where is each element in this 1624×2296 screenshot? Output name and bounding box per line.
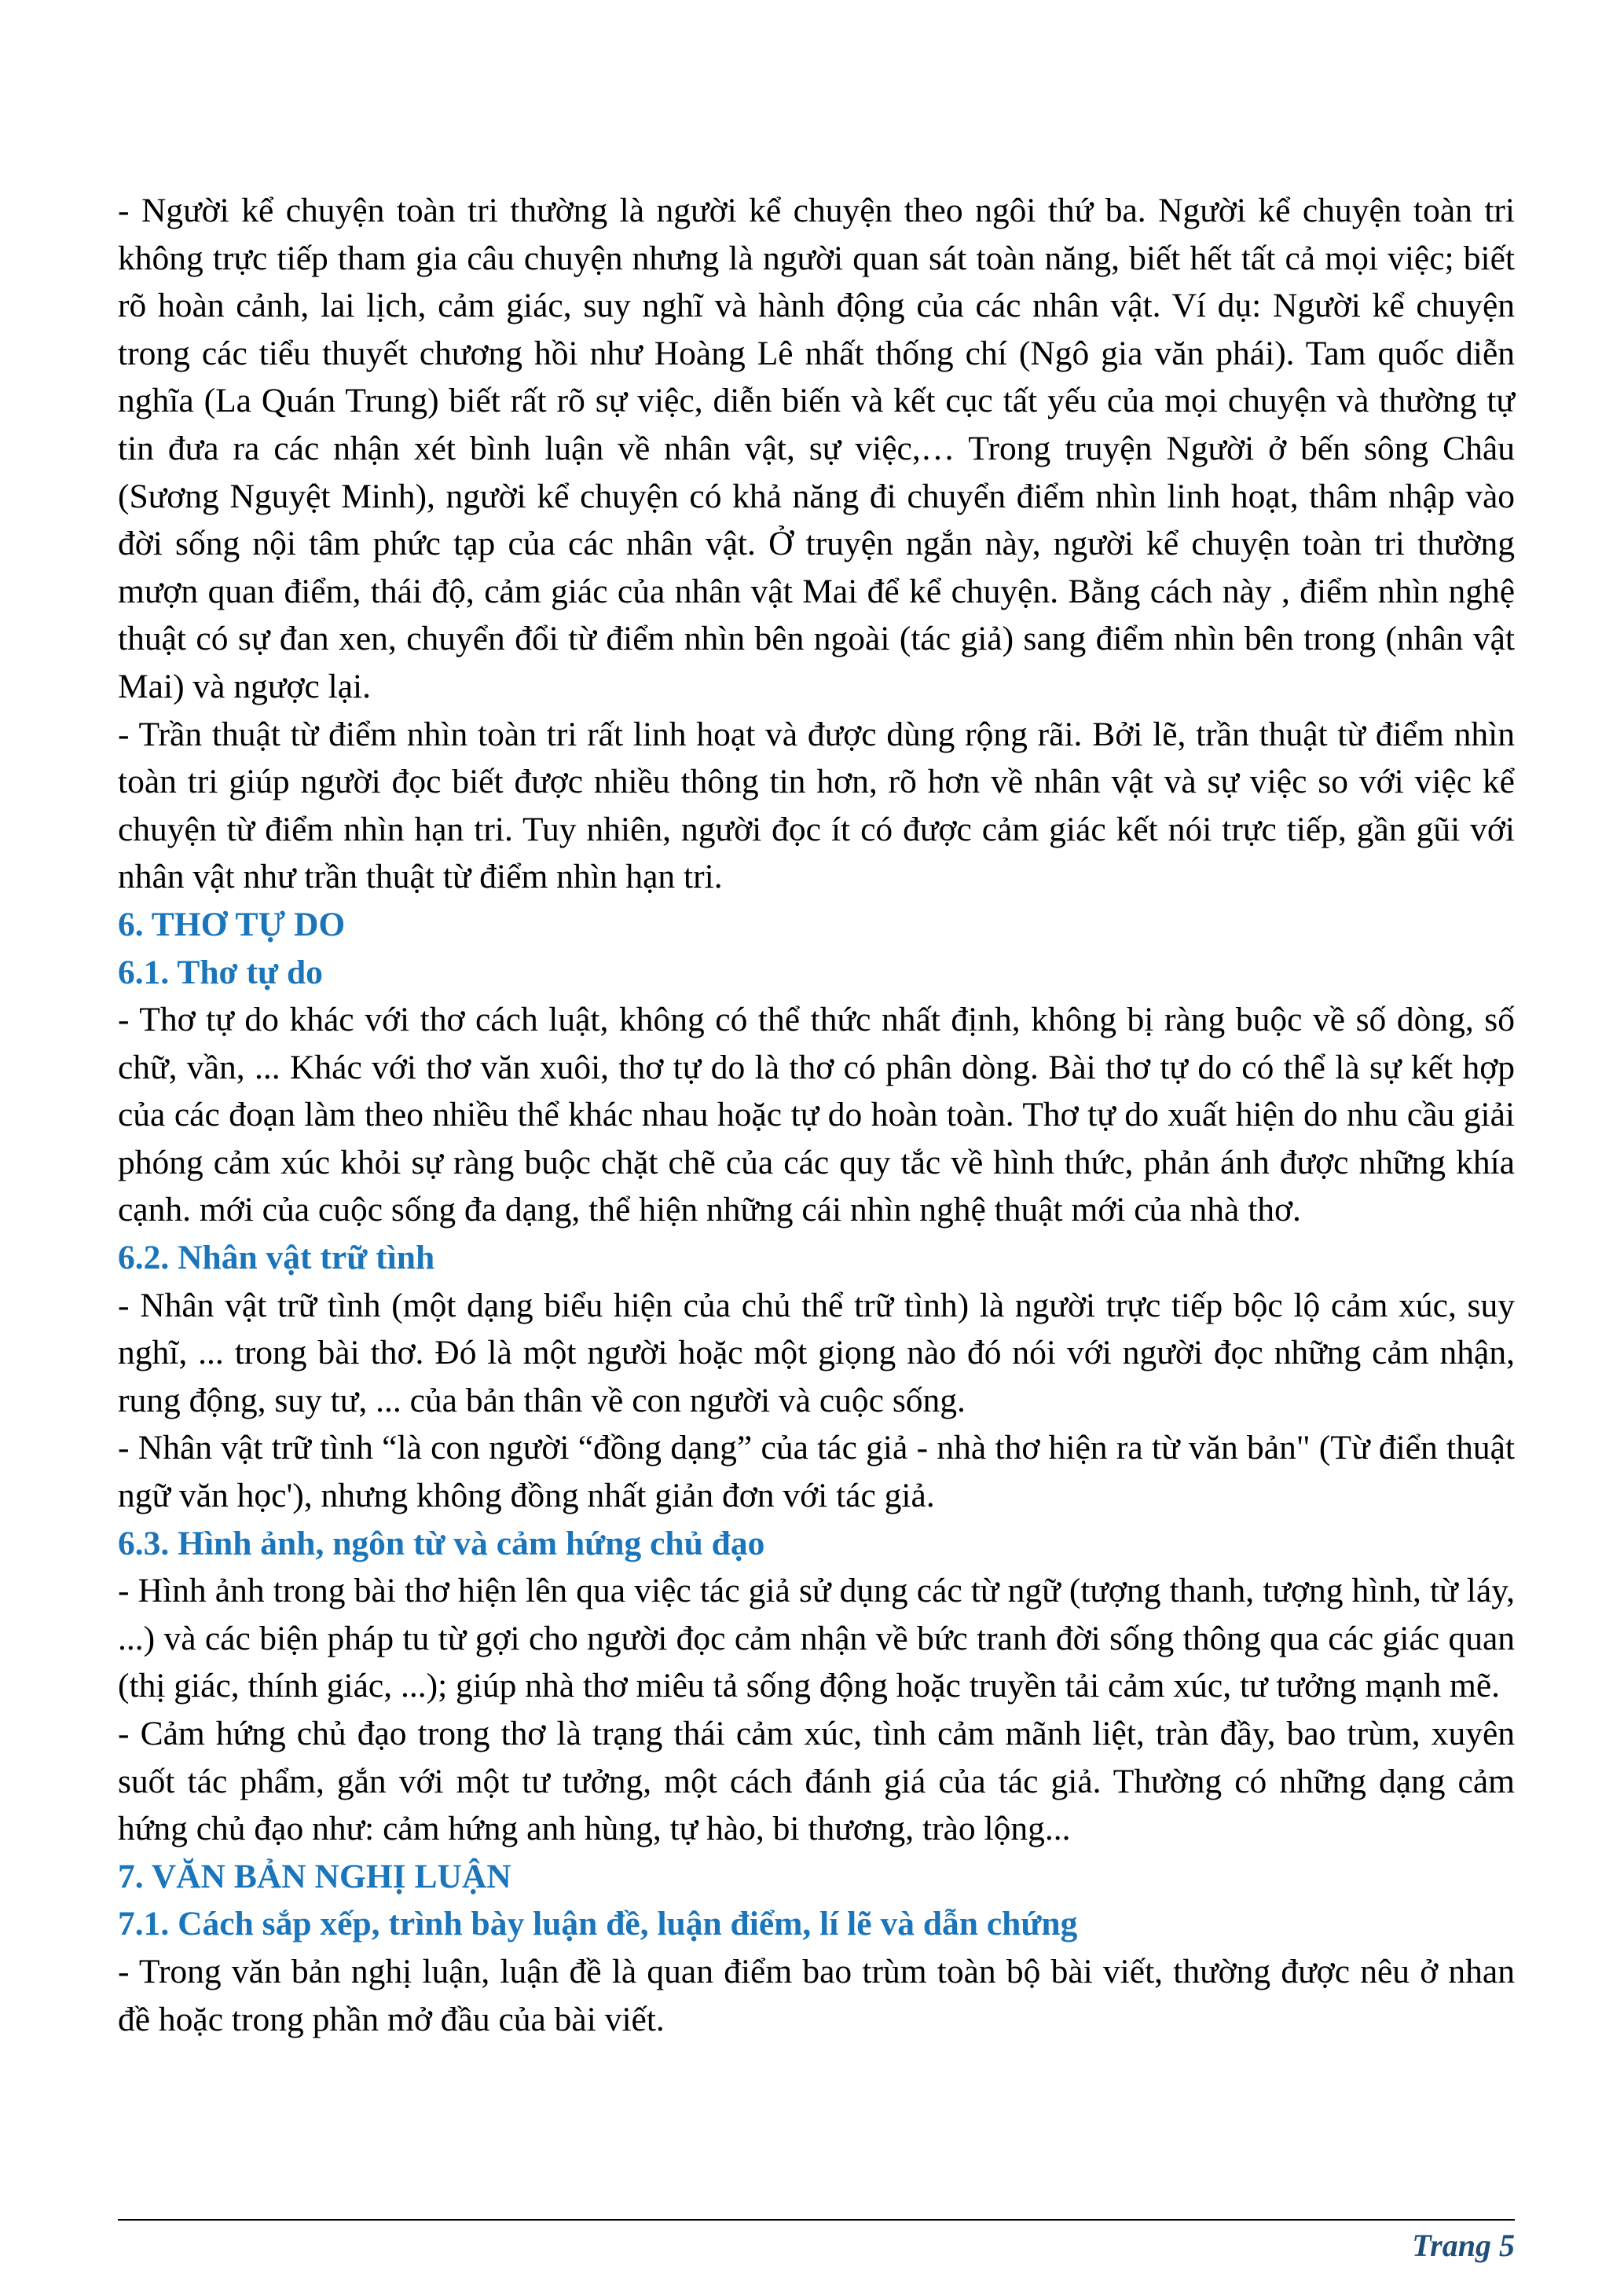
paragraph-omniscient-narration: - Trần thuật từ điểm nhìn toàn tri rất linh hoạt và được dùng rộng rãi. Bởi lẽ, trần thuật từ điểm nhìn toàn tri giúp người đọc biết được nhiều thông tin hơn, rõ hơn về nhân vật và sự việc so với việc kể chuyện từ điểm nhìn hạn tri. Tuy nhiên, người đọc ít có được cảm giác kết nói trực tiếp, gần gũi với nhân vật như trần thuật từ điểm nhìn hạn tri. — [118, 715, 1515, 896]
subsection-heading-6-2: 6.2. Nhân vật trữ tình — [118, 1239, 435, 1277]
subsection-heading-6-3: 6.3. Hình ảnh, ngôn từ và cảm hứng chủ đạo — [118, 1524, 765, 1562]
paragraph-lyrical-character-1: - Nhân vật trữ tình (một dạng biểu hiện của chủ thể trữ tình) là người trực tiếp bộc lộ cảm xúc, suy nghĩ, ... trong bài thơ. Đó là một người hoặc một giọng nào đó nói với người đọc những cảm nhận, rung động, suy tư, ... của bản thân về con người và cuộc sống. — [118, 1286, 1515, 1419]
page-number: Trang 5 — [1412, 2228, 1515, 2263]
section-heading-argumentative: 7. VĂN BẢN NGHỊ LUẬN — [118, 1857, 511, 1895]
subsection-heading-6-1: 6.1. Thơ tự do — [118, 953, 323, 991]
paragraph-lyrical-character-2: - Nhân vật trữ tình “là con người “đồng dạng” của tác giả - nhà thơ hiện ra từ văn bản" (Từ điển thuật ngữ văn học'), nhưng không đồng nhất giản đơn với tác giả. — [118, 1429, 1515, 1515]
paragraph-thesis: - Trong văn bản nghị luận, luận đề là quan điểm bao trùm toàn bộ bài viết, thường được nêu ở nhan đề hoặc trong phần mở đầu của bài viết. — [118, 1952, 1515, 2038]
paragraph-imagery: - Hình ảnh trong bài thơ hiện lên qua việc tác giả sử dụng các từ ngữ (tượng thanh, tượng hình, từ láy, ...) và các biện pháp tu từ gợi cho người đọc cảm nhận về bức tranh đời sống thông qua các giác quan (thị giác, thính giác, ...); giúp nhà thơ miêu tả sống động hoặc truyền tải cảm xúc, tư tưởng mạnh mẽ. — [118, 1572, 1515, 1705]
page-content — [118, 187, 1515, 2043]
paragraph-free-verse: - Thơ tự do khác với thơ cách luật, không có thể thức nhất định, không bị ràng buộc về số dòng, số chữ, vần, ... Khác với thơ văn xuôi, thơ tự do là thơ có phân dòng. Bài thơ tự do có thể là sự kết hợp của các đoạn làm theo nhiều thể khác nhau hoặc tự do hoàn toàn. Thơ tự do xuất hiện do nhu cầu giải phóng cảm xúc khỏi sự ràng buộc chặt chẽ của các quy tắc về hình thức, phản ánh được những khía cạnh. mới của cuộc sống đa dạng, thể hiện những cái nhìn nghệ thuật mới của nhà thơ. — [118, 1001, 1515, 1229]
paragraph-main-inspiration: - Cảm hứng chủ đạo trong thơ là trạng thái cảm xúc, tình cảm mãnh liệt, tràn đầy, bao trùm, xuyên suốt tác phẩm, gắn với một tư tưởng, một cách đánh giá của tác giả. Thường có những dạng cảm hứng chủ đạo như: cảm hứng anh hùng, tự hào, bi thương, trào lộng... — [118, 1715, 1515, 1848]
footer-divider — [118, 2219, 1515, 2221]
paragraph-omniscient-narrator: - Người kể chuyện toàn tri thường là người kể chuyện theo ngôi thứ ba. Người kể chuyện toàn tri không trực tiếp tham gia câu chuyện nhưng là người quan sát toàn năng, biết hết tất cả mọi việc; biết rõ hoàn cảnh, lai lịch, cảm giác, suy nghĩ và hành động của các nhân vật. Ví dụ: Người kể chuyện trong các tiểu thuyết chương hồi như Hoàng Lê nhất thống chí (Ngô gia văn phái). Tam quốc diễn nghĩa (La Quán Trung) biết rất rõ sự việc, diễn biến và kết cục tất yếu của mọi chuyện và thường tự tin đưa ra các nhận xét bình luận về nhân vật, sự việc,… Trong truyện Người ở bến sông Châu (Sương Nguyệt Minh), người kể chuyện có khả năng đi chuyển điểm nhìn linh hoạt, thâm nhập vào đời sống nội tâm phức tạp của các nhân vật. Ở truyện ngắn này, người kể chuyện toàn tri thường mượn quan điểm, thái độ, cảm giác của nhân vật Mai để kể chuyện. Bằng cách này , điểm nhìn nghệ thuật có sự đan xen, chuyển đổi từ điểm nhìn bên ngoài (tác giả) sang điểm nhìn bên trong (nhân vật Mai) và ngược lại. — [118, 192, 1515, 705]
section-heading-free-verse: 6. THƠ TỰ DO — [118, 905, 346, 943]
subsection-heading-7-1: 7.1. Cách sắp xếp, trình bày luận đề, luận điểm, lí lẽ và dẫn chứng — [118, 1905, 1078, 1943]
